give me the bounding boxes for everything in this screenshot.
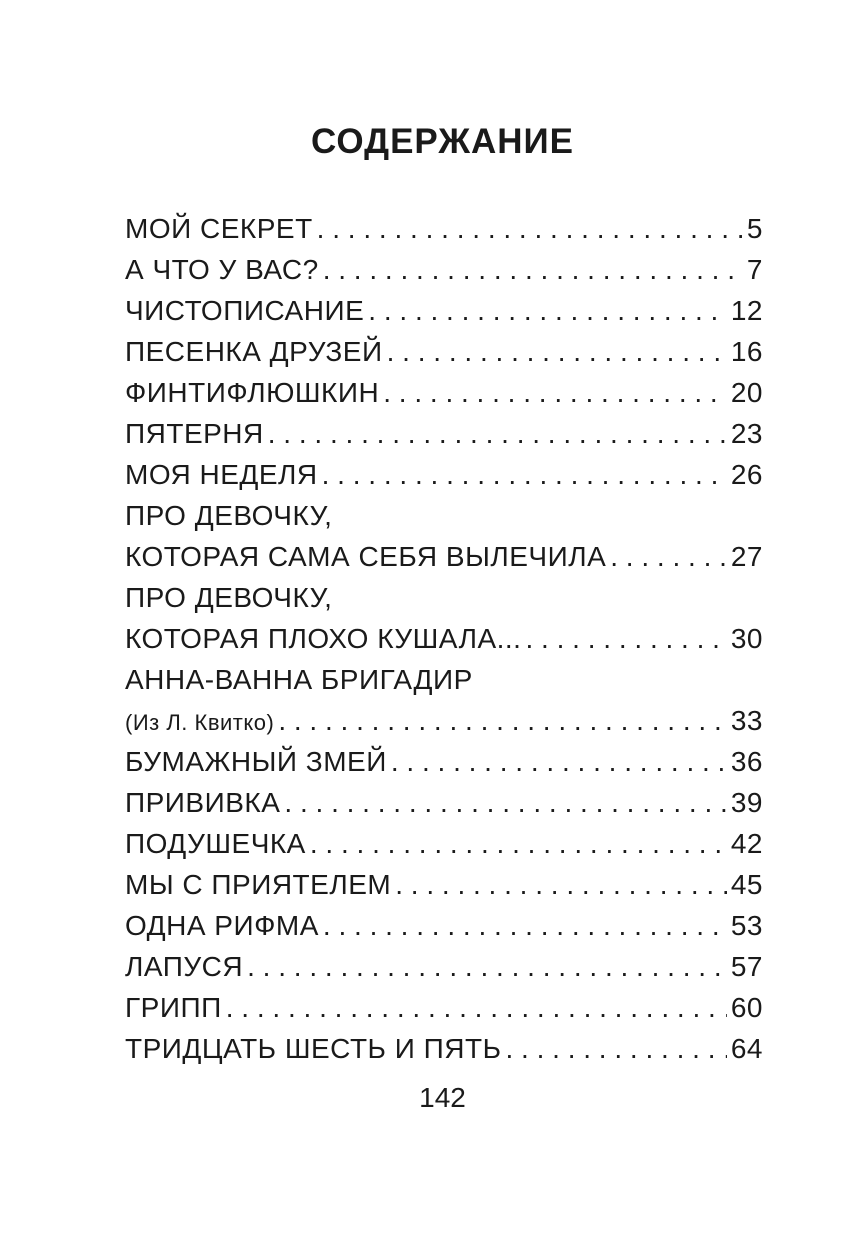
toc-entry bbox=[125, 659, 763, 741]
toc-line bbox=[125, 659, 763, 700]
toc-entry-page: 20 bbox=[730, 377, 763, 408]
toc-entry-title: ОДНА РИФМА bbox=[125, 910, 319, 941]
toc-entry-title: КОТОРАЯ ПЛОХО КУШАЛА... bbox=[125, 623, 522, 654]
toc-entry-title: МЫ С ПРИЯТЕЛЕМ bbox=[125, 869, 392, 900]
toc-line bbox=[125, 249, 763, 290]
dot-leader bbox=[268, 413, 727, 454]
toc-line bbox=[125, 372, 763, 413]
toc-entry-title: ПРО ДЕВОЧКУ, bbox=[125, 500, 333, 531]
toc-line bbox=[125, 864, 763, 905]
toc-entry-page: 64 bbox=[730, 1033, 763, 1064]
toc-entry-page: 33 bbox=[730, 705, 763, 736]
dot-leader bbox=[323, 249, 743, 290]
toc-line bbox=[125, 987, 763, 1028]
toc-entry bbox=[125, 782, 763, 823]
dot-leader bbox=[278, 700, 727, 741]
dot-leader bbox=[505, 1028, 726, 1069]
toc-line bbox=[125, 454, 763, 495]
toc-entry bbox=[125, 1028, 763, 1069]
toc-entry-page: 36 bbox=[730, 746, 763, 777]
toc-entry-page: 7 bbox=[746, 254, 763, 285]
toc-line bbox=[125, 536, 763, 577]
toc-entry-title: А ЧТО У ВАС? bbox=[125, 254, 319, 285]
toc-line bbox=[125, 823, 763, 864]
toc-entry-title: БУМАЖНЫЙ ЗМЕЙ bbox=[125, 746, 387, 777]
toc-entry-title: МОЯ НЕДЕЛЯ bbox=[125, 459, 318, 490]
dot-leader bbox=[383, 372, 727, 413]
toc-entry-page: 45 bbox=[730, 869, 763, 900]
toc-entry-title: ПЕСЕНКА ДРУЗЕЙ bbox=[125, 336, 383, 367]
toc-entry-page: 53 bbox=[730, 910, 763, 941]
toc-entry bbox=[125, 290, 763, 331]
toc-entry-page: 12 bbox=[730, 295, 763, 326]
toc-entry-page: 57 bbox=[730, 951, 763, 982]
toc-entry-page: 23 bbox=[730, 418, 763, 449]
toc-entry-title: ПРО ДЕВОЧКУ, bbox=[125, 582, 333, 613]
page-number: 142 bbox=[419, 1082, 466, 1113]
toc-entry-title: ФИНТИФЛЮШКИН bbox=[125, 377, 380, 408]
toc-entry bbox=[125, 741, 763, 782]
toc-entry-title: ПЯТЕРНЯ bbox=[125, 418, 264, 449]
toc-entry-title: ГРИПП bbox=[125, 992, 222, 1023]
toc-entry-page: 42 bbox=[730, 828, 763, 859]
toc-entry-title: (Из Л. Квитко) bbox=[125, 710, 275, 735]
page-title: СОДЕРЖАНИЕ bbox=[310, 122, 574, 161]
toc-entry bbox=[125, 331, 763, 372]
toc-entry-title: ТРИДЦАТЬ ШЕСТЬ И ПЯТЬ bbox=[125, 1033, 502, 1064]
toc-line bbox=[125, 741, 763, 782]
dot-leader bbox=[247, 946, 727, 987]
toc-entry bbox=[125, 495, 763, 577]
dot-leader bbox=[387, 331, 727, 372]
toc-line bbox=[125, 413, 763, 454]
toc-line bbox=[125, 208, 763, 249]
toc-entry-page: 60 bbox=[730, 992, 763, 1023]
toc-entry-title: КОТОРАЯ САМА СЕБЯ ВЫЛЕЧИЛА bbox=[125, 541, 607, 572]
toc-line bbox=[125, 700, 763, 741]
dot-leader bbox=[368, 290, 727, 331]
toc-entry bbox=[125, 413, 763, 454]
toc-entry bbox=[125, 372, 763, 413]
toc-line bbox=[125, 905, 763, 946]
dot-leader bbox=[610, 536, 727, 577]
toc-line bbox=[125, 782, 763, 823]
toc-line bbox=[125, 946, 763, 987]
toc-entry bbox=[125, 864, 763, 905]
toc-line bbox=[125, 577, 763, 618]
toc-line bbox=[125, 290, 763, 331]
dot-leader bbox=[310, 823, 727, 864]
toc-entry-title: АННА-ВАННА БРИГАДИР bbox=[125, 664, 473, 695]
toc-entry bbox=[125, 987, 763, 1028]
toc-entry-title: ЛАПУСЯ bbox=[125, 951, 244, 982]
toc-entry bbox=[125, 249, 763, 290]
dot-leader bbox=[226, 987, 727, 1028]
toc-entry bbox=[125, 454, 763, 495]
dot-leader bbox=[317, 208, 743, 249]
toc-line bbox=[125, 331, 763, 372]
toc-entry-title: ПОДУШЕЧКА bbox=[125, 828, 306, 859]
dot-leader bbox=[284, 782, 726, 823]
dot-leader bbox=[525, 618, 726, 659]
toc-entry bbox=[125, 823, 763, 864]
toc-entry-title: МОЙ СЕКРЕТ bbox=[125, 213, 313, 244]
toc-entry-page: 5 bbox=[746, 213, 763, 244]
dot-leader bbox=[323, 905, 727, 946]
toc-entry-title: ПРИВИВКА bbox=[125, 787, 281, 818]
toc-entry bbox=[125, 208, 763, 249]
toc-line bbox=[125, 1028, 763, 1069]
dot-leader bbox=[322, 454, 727, 495]
toc-entry-page: 16 bbox=[730, 336, 763, 367]
toc-entry-page: 27 bbox=[730, 541, 763, 572]
table-of-contents bbox=[125, 208, 763, 1069]
toc-entry-page: 39 bbox=[730, 787, 763, 818]
toc-entry-page: 26 bbox=[730, 459, 763, 490]
toc-entry bbox=[125, 905, 763, 946]
toc-line bbox=[125, 618, 763, 659]
toc-line bbox=[125, 495, 763, 536]
dot-leader bbox=[391, 741, 727, 782]
dot-leader bbox=[395, 864, 727, 905]
toc-entry bbox=[125, 577, 763, 659]
toc-entry-title: ЧИСТОПИСАНИЕ bbox=[125, 295, 365, 326]
toc-entry bbox=[125, 946, 763, 987]
toc-entry-page: 30 bbox=[730, 623, 763, 654]
